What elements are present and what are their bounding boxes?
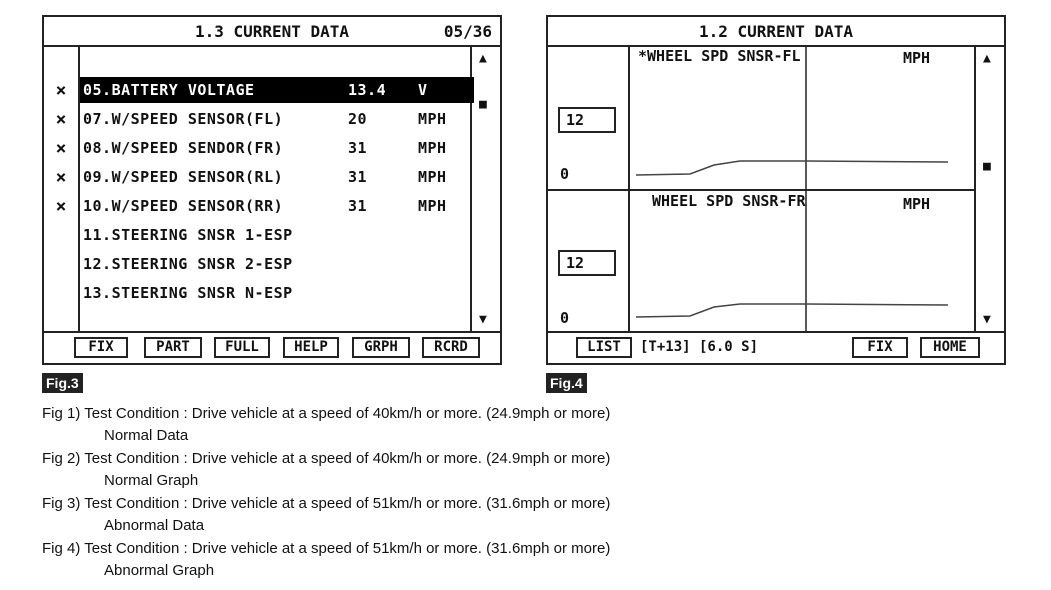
item-name: 08.W/SPEED SENDOR(FR) xyxy=(83,139,284,157)
note-fig2: Fig 2) Test Condition : Drive vehicle at a speed of 40km/h or more. (24.9mph or more) xyxy=(42,450,611,467)
list-item-steering-1[interactable] xyxy=(80,222,474,248)
row-mark-icon: × xyxy=(55,138,67,159)
note-fig2-sub: Normal Graph xyxy=(104,472,199,489)
item-name: 11.STEERING SNSR 1-ESP xyxy=(83,226,293,244)
item-unit: MPH xyxy=(418,168,447,186)
graph2-ymin: 0 xyxy=(560,309,570,327)
item-name: 13.STEERING SNSR N-ESP xyxy=(83,284,293,302)
scrollbar[interactable] xyxy=(974,47,1004,333)
item-value: 13.4 xyxy=(348,81,387,99)
item-value: 31 xyxy=(348,168,368,186)
row-mark-icon: × xyxy=(55,167,67,188)
graph-title-bar xyxy=(548,17,1004,47)
item-unit: MPH xyxy=(418,110,447,128)
list-button[interactable]: LIST xyxy=(576,337,632,358)
item-value: 31 xyxy=(348,197,368,215)
item-name: 07.W/SPEED SENSOR(FL) xyxy=(83,110,284,128)
graph-plot-area xyxy=(630,47,978,333)
graph1-label: *WHEEL SPD SNSR-FL xyxy=(638,47,801,65)
item-unit: V xyxy=(418,81,428,99)
item-name: 09.W/SPEED SENSOR(RL) xyxy=(83,168,284,186)
list-title-bar xyxy=(44,17,500,47)
scrollbar[interactable] xyxy=(470,47,500,333)
item-unit: MPH xyxy=(418,139,447,157)
row-mark-icon: × xyxy=(55,196,67,217)
list-item-wspeed-rl[interactable] xyxy=(80,164,474,190)
row-mark-icon: × xyxy=(55,80,67,101)
scroll-up-icon[interactable]: ▲ xyxy=(983,51,991,66)
rcrd-button[interactable]: RCRD xyxy=(422,337,480,358)
fix-button[interactable]: FIX xyxy=(852,337,908,358)
fix-button[interactable]: FIX xyxy=(74,337,128,358)
function-button-bar xyxy=(44,331,500,363)
graph2-unit: MPH xyxy=(903,195,931,213)
list-item-battery-voltage[interactable] xyxy=(80,77,474,103)
item-value: 20 xyxy=(348,110,368,128)
page-counter: 05/36 xyxy=(443,22,492,41)
graph2-trace xyxy=(636,304,948,317)
part-button[interactable]: PART xyxy=(144,337,202,358)
item-name: 12.STEERING SNSR 2-ESP xyxy=(83,255,293,273)
graph-title: 1.2 CURRENT DATA xyxy=(698,22,854,41)
item-value: 31 xyxy=(348,139,368,157)
scroll-down-icon[interactable]: ▼ xyxy=(479,312,487,327)
home-button[interactable]: HOME xyxy=(920,337,980,358)
scroll-up-icon[interactable]: ▲ xyxy=(479,51,487,66)
scroll-thumb-icon[interactable]: ■ xyxy=(479,97,487,112)
graph1-unit: MPH xyxy=(903,49,931,67)
help-button[interactable]: HELP xyxy=(283,337,339,358)
current-data-list-panel xyxy=(42,15,502,365)
fig3-tag: Fig.3 xyxy=(42,373,83,393)
graph2-label: WHEEL SPD SNSR-FR xyxy=(652,192,806,210)
item-unit: MPH xyxy=(418,197,447,215)
time-status: [T+13] [6.0 S] xyxy=(640,339,759,355)
graph-button-bar xyxy=(548,331,1004,363)
list-item-wspeed-rr[interactable] xyxy=(80,193,474,219)
scroll-thumb-icon[interactable]: ■ xyxy=(983,159,991,174)
full-button[interactable]: FULL xyxy=(214,337,270,358)
note-fig3-sub: Abnormal Data xyxy=(104,517,205,534)
note-fig4-sub: Abnormal Graph xyxy=(104,562,215,579)
note-fig1: Fig 1) Test Condition : Drive vehicle at a speed of 40km/h or more. (24.9mph or more) xyxy=(42,405,611,422)
fig4-tag: Fig.4 xyxy=(546,373,587,393)
grph-button[interactable]: GRPH xyxy=(352,337,410,358)
item-name: 10.W/SPEED SENSOR(RR) xyxy=(83,197,284,215)
list-item-wspeed-fl[interactable] xyxy=(80,106,474,132)
note-fig1-sub: Normal Data xyxy=(104,427,189,444)
graph2-ymax-box[interactable]: 12 xyxy=(558,250,616,276)
scroll-down-icon[interactable]: ▼ xyxy=(983,312,991,327)
item-name: 05.BATTERY VOLTAGE xyxy=(83,81,255,99)
row-mark-icon: × xyxy=(55,109,67,130)
graph1-ymax-box[interactable]: 12 xyxy=(558,107,616,133)
graph1-trace xyxy=(636,161,948,175)
list-item-wspeed-fr[interactable] xyxy=(80,135,474,161)
list-item-steering-2[interactable] xyxy=(80,251,474,277)
list-title: 1.3 CURRENT DATA xyxy=(194,22,350,41)
graph1-ymin: 0 xyxy=(560,165,570,183)
note-fig4: Fig 4) Test Condition : Drive vehicle at a speed of 51km/h or more. (31.6mph or more) xyxy=(42,540,611,557)
current-data-graph-panel xyxy=(546,15,1006,365)
list-item-steering-n[interactable] xyxy=(80,280,474,306)
note-fig3: Fig 3) Test Condition : Drive vehicle at a speed of 51km/h or more. (31.6mph or more) xyxy=(42,495,611,512)
